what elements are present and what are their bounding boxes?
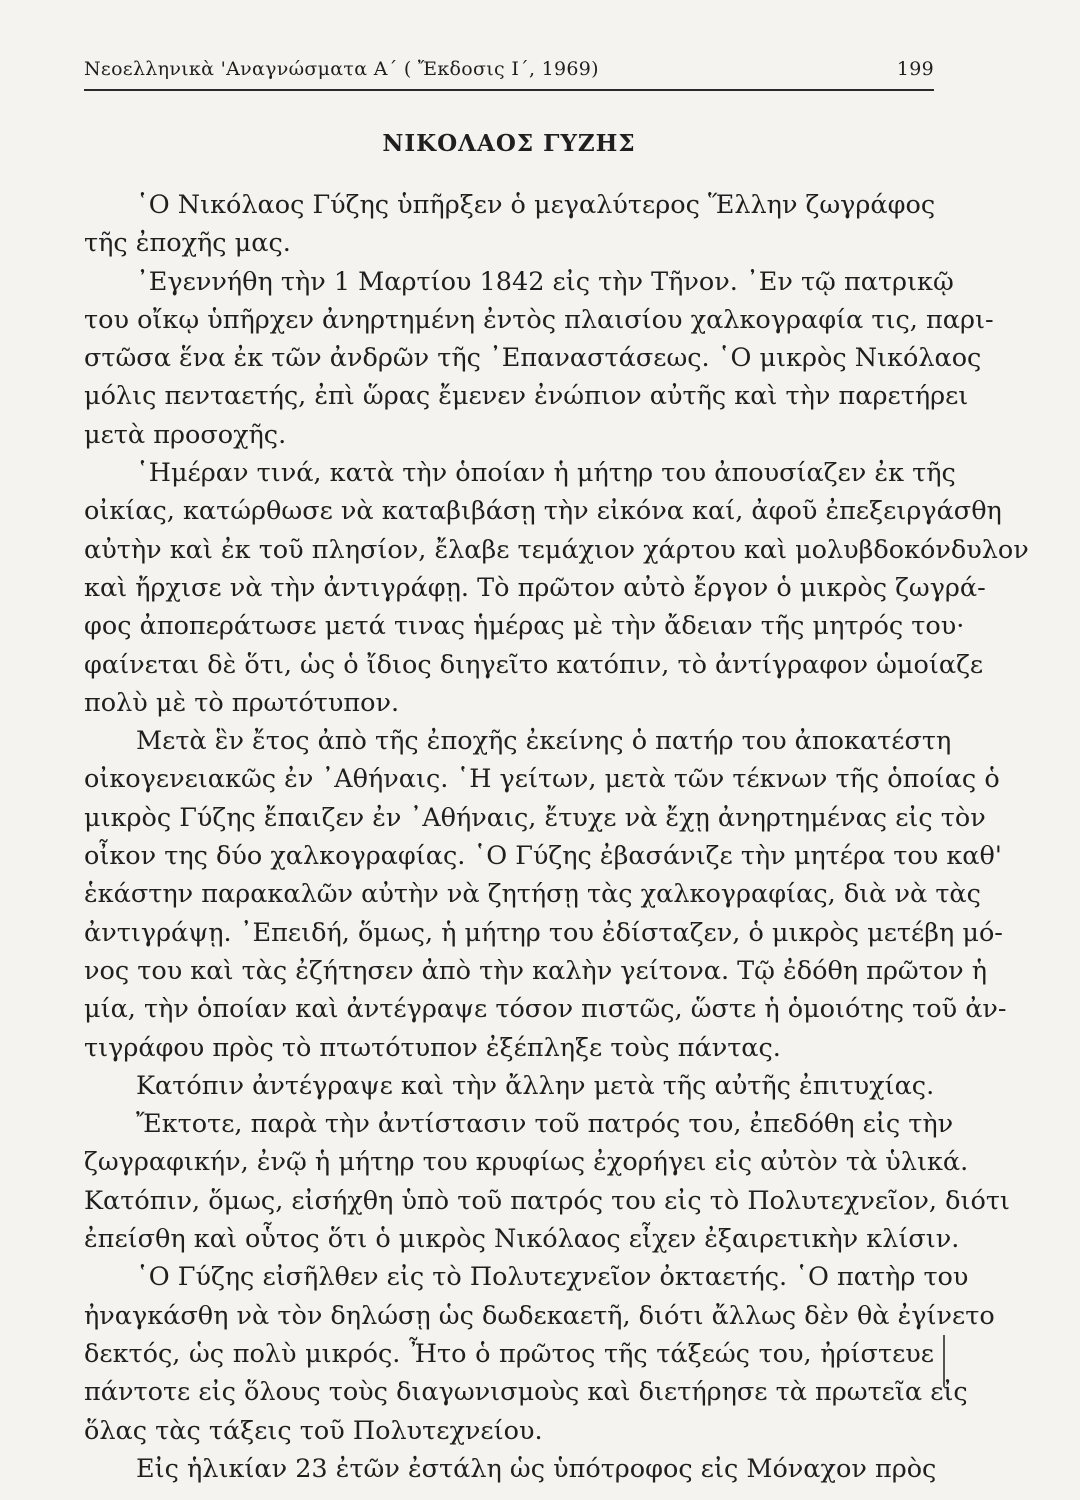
text-line: ῾Ημέραν τινά, κατὰ τὴν ὁποίαν ἡ μήτηρ του ἀπουσίαζεν ἐκ τῆς [136,458,956,489]
article-title: ΝΙΚΟΛΑΟΣ ΓΥΖΗΣ [382,130,636,157]
text-line: μία, τὴν ὁποίαν καὶ ἀντέγραψε τόσον πιστῶς, ὥστε ἡ ὁμοιότης τοῦ ἀν- [84,994,1007,1025]
text-line: δεκτός, ὡς πολὺ μικρός. Ἦτο ὁ πρῶτος τῆς τάξεώς του, ἠρίστευε [84,1338,934,1369]
text-line: ῾Ο Γύζης εἰσῆλθεν εἰς τὸ Πολυτεχνεῖον ὀκταετής. ῾Ο πατὴρ του [136,1262,969,1293]
text-line: πάντοτε εἰς ὅλους τοὺς διαγωνισμοὺς καὶ διετήρησε τὰ πρωτεῖα εἰς [84,1377,968,1408]
text-line: ὅλας τὰς τάξεις τοῦ Πολυτεχνείου. [84,1415,543,1446]
text-line: νος του καὶ τὰς ἐζήτησεν ἀπὸ τὴν καλὴν γείτονα. Τῷ ἐδόθη πρῶτον ἡ [84,955,988,986]
text-line: του οἴκῳ ὑπῆρχεν ἀνηρτημένη ἐντὸς πλαισίου χαλκογραφία τις, παρι- [84,304,994,335]
text-line: οἶκον της δύο χαλκογραφίας. ῾Ο Γύζης ἐβασάνιζε τὴν μητέρα του καθ' [84,841,1002,872]
text-line: ἑκάστην παρακαλῶν αὐτὴν νὰ ζητήσῃ τὰς χαλκογραφίας, διὰ νὰ τὰς [84,879,981,910]
text-line: Μετὰ ἓν ἔτος ἀπὸ τῆς ἐποχῆς ἐκείνης ὁ πατήρ του ἀποκατέστη [136,726,952,757]
text-line: τιγράφου πρὸς τὸ πτωτότυπον ἐξέπληξε τοὺς πάντας. [84,1032,781,1063]
text-line: αὐτὴν καὶ ἐκ τοῦ πλησίον, ἔλαβε τεμάχιον χάρτου καὶ μολυβδοκόνδυλον [84,534,1029,565]
text-line: στῶσα ἕνα ἐκ τῶν ἀνδρῶν τῆς ᾿Επαναστάσεως. ῾Ο μικρὸς Νικόλαος [84,343,982,374]
text-line: Ἔκτοτε, παρὰ τὴν ἀντίστασιν τοῦ πατρός του, ἐπεδόθη εἰς τὴν [136,1109,954,1140]
text-line: οἰκογενειακῶς ἐν ᾿Αθήναις. ῾Η γείτων, μετὰ τῶν τέκνων τῆς ὁποίας ὁ [84,764,1000,795]
text-line: ᾿Εγεννήθη τὴν 1 Μαρτίου 1842 εἰς τὴν Τῆνον. ᾿Εν τῷ πατρικῷ [136,266,954,297]
text-line: ἀντιγράψῃ. ᾿Επειδή, ὅμως, ἡ μήτηρ του ἐδίσταζεν, ὁ μικρὸς μετέβη μό- [84,917,1003,948]
text-line: μικρὸς Γύζης ἔπαιζεν ἐν ᾿Αθήναις, ἔτυχε νὰ ἔχῃ ἀνηρτημένας εἰς τὸν [84,802,986,833]
article-body [84,186,1029,1488]
margin-line-mark [943,1335,945,1387]
page-number: 199 [896,58,934,80]
text-line: φος ἀποπεράτωσε μετά τινας ἡμέρας μὲ τὴν ἄδειαν τῆς μητρός του· [84,611,965,642]
text-line: μετὰ προσοχῆς. [84,419,287,450]
text-line: ἐπείσθη καὶ οὗτος ὅτι ὁ μικρὸς Νικόλαος εἶχεν ἐξαιρετικὴν κλίσιν. [84,1224,960,1255]
text-line: Κατόπιν, ὅμως, εἰσήχθη ὑπὸ τοῦ πατρός του εἰς τὸ Πολυτεχνεῖον, διότι [84,1185,1010,1216]
running-title: Νεοελληνικὰ 'Αναγνώσματα Α΄ ( Ἔκδοσις Ι΄, 1969) [84,58,599,80]
text-line: ῾Ο Νικόλαος Γύζης ὑπῆρξεν ὁ μεγαλύτερος Ἕλλην ζωγράφος [136,190,936,220]
text-line: πολὺ μὲ τὸ πρωτότυπον. [84,687,400,718]
text-line: ἠναγκάσθη νὰ τὸν δηλώσῃ ὡς δωδεκαετῆ, διότι ἄλλως δὲν θὰ ἐγίνετο [84,1300,995,1331]
text-line: ζωγραφικήν, ἐνῷ ἡ μήτηρ του κρυφίως ἐχορήγει εἰς αὐτὸν τὰ ὑλικά. [84,1147,969,1178]
running-header [84,58,934,90]
text-line: Εἰς ἡλικίαν 23 ἐτῶν ἐστάλη ὡς ὑπότροφος εἰς Μόναχον πρὸς [136,1453,937,1484]
text-line: οἰκίας, κατώρθωσε νὰ καταβιβάσῃ τὴν εἰκόνα καί, ἀφοῦ ἐπεξειργάσθη [84,496,1002,527]
text-line: μόλις πενταετής, ἐπὶ ὥρας ἔμενεν ἐνώπιον αὐτῆς καὶ τὴν παρετήρει [84,381,969,412]
text-line: τῆς ἐποχῆς μας. [84,228,291,259]
text-line: Κατόπιν ἀντέγραψε καὶ τὴν ἄλλην μετὰ τῆς αὐτῆς ἐπιτυχίας. [136,1070,935,1101]
text-line: καὶ ἤρχισε νὰ τὴν ἀντιγράφῃ. Τὸ πρῶτον αὐτὸ ἔργον ὁ μικρὸς ζωγρά- [84,572,986,603]
header-rule [84,89,934,91]
text-line: φαίνεται δὲ ὅτι, ὡς ὁ ἴδιος διηγεῖτο κατόπιν, τὸ ἀντίγραφον ὡμοίαζε [84,649,984,680]
